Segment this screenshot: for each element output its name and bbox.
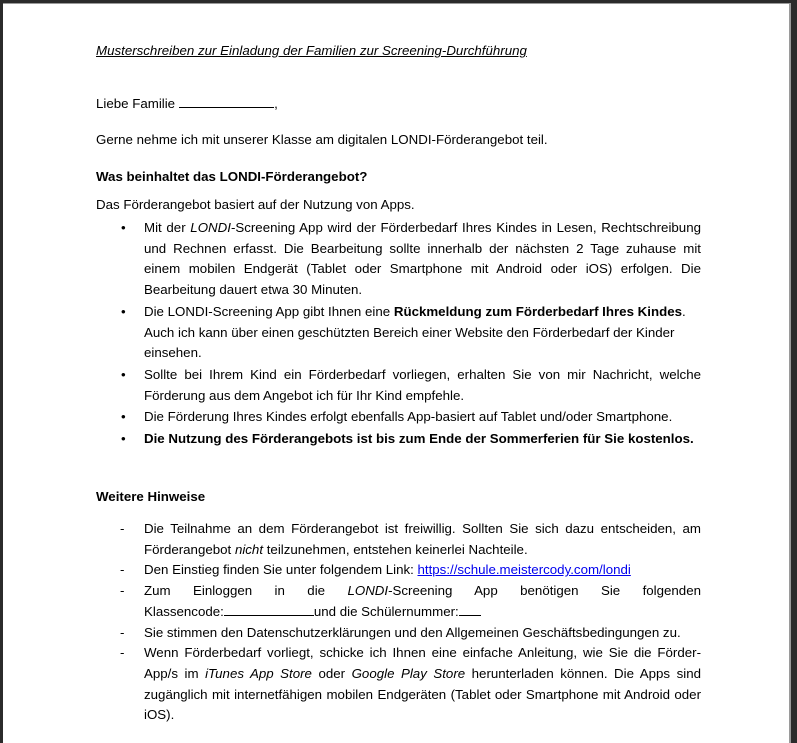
list-item: - Die Teilnahme an dem Förderangebot ist freiwillig. Sollten Sie sich dazu entscheiden, am Förderangebot nicht teilzunehmen, entstehen keinerlei Nachteile. xyxy=(120,521,701,557)
dash-icon: - xyxy=(120,624,125,640)
dash-icon: - xyxy=(120,583,125,599)
intro-paragraph: Gerne nehme ich mit unserer Klasse am digitalen LONDI-Förderangebot teil. xyxy=(96,132,548,147)
greeting-text: Liebe Familie xyxy=(96,96,176,111)
list-item: • Die Nutzung des Förderangebots ist bis zum Ende der Sommerferien für Sie kostenlos. xyxy=(96,429,701,450)
list-item: - Wenn Förderbedarf vorliegt, schicke ich Ihnen eine einfache Anleitung, wie Sie die Förder-App/s im iTunes App Store oder Google Play Store herunterladen können. Die Apps sind zugänglich mit internetfähigen mobilen Endgeräten (Tablet oder Smartphone mit Android oder iOS). xyxy=(120,645,701,723)
list-item: • Sollte bei Ihrem Kind ein Förderbedarf vorliegen, erhalten Sie von mir Nachricht, welche Förderung aus dem Angebot ich für Ihr Kind empfehle. xyxy=(121,366,701,403)
londi-link[interactable]: https://schule.meistercody.com/londi xyxy=(417,562,631,578)
family-name-blank xyxy=(179,95,274,108)
bullet-icon: • xyxy=(121,303,126,319)
notes-dash-list xyxy=(96,519,701,726)
list-item: • Die Förderung Ihres Kindes erfolgt ebenfalls App-basiert auf Tablet und/oder Smartphone. xyxy=(96,407,701,428)
greeting-comma: , xyxy=(274,96,278,111)
document-page xyxy=(3,3,791,743)
section-heading-notes: Weitere Hinweise xyxy=(96,489,206,504)
dash-icon: - xyxy=(120,645,125,661)
bullet-icon: • xyxy=(121,431,126,447)
section-heading-offer: Was beinhaltet das LONDI-Förderangebot? xyxy=(96,169,368,184)
student-number-blank xyxy=(459,603,481,616)
list-item xyxy=(96,581,701,622)
bullet-icon: • xyxy=(121,366,126,382)
greeting-line xyxy=(96,95,278,111)
section-lead: Das Förderangebot basiert auf der Nutzung von Apps. xyxy=(96,197,415,212)
login-line-1: Zum Einloggen in die LONDI-Screening App benötigen Sie folgenden xyxy=(144,583,701,599)
list-item: • Die LONDI-Screening App gibt Ihnen eine Rückmeldung zum Förderbedarf Ihres Kindes. Auch ich kann über einen geschützten Bereich einer Website den Förderbedarf der Kinder einsehen. xyxy=(121,303,686,361)
offer-bullet-list xyxy=(96,218,701,451)
document-title: Musterschreiben zur Einladung der Familien zur Screening-Durchführung xyxy=(96,43,527,58)
login-line-2: Klassencode: und die Schülernummer: xyxy=(144,602,701,623)
class-code-blank xyxy=(224,603,314,616)
dash-icon: - xyxy=(120,521,125,536)
bullet-icon: • xyxy=(121,409,126,425)
list-item: - Sie stimmen den Datenschutzerklärungen und den Allgemeinen Geschäftsbedingungen zu. xyxy=(96,623,701,644)
bullet-icon: • xyxy=(121,220,126,235)
list-item: • Mit der LONDI-Screening App wird der Förderbedarf Ihres Kindes in Lesen, Rechtschreibung und Rechnen erfasst. Die Bearbeitung sollte innerhalb der nächsten 2 Tage zuhause mit einem mobilen Endgerät (Tablet oder Smartphone mit Android oder iOS) erfolgen. Die Bearbeitung dauert etwa 30 Minuten. xyxy=(121,220,701,298)
dash-icon: - xyxy=(120,562,125,578)
list-item: - Den Einstieg finden Sie unter folgendem Link: https://schule.meistercody.com/londi xyxy=(96,560,701,581)
